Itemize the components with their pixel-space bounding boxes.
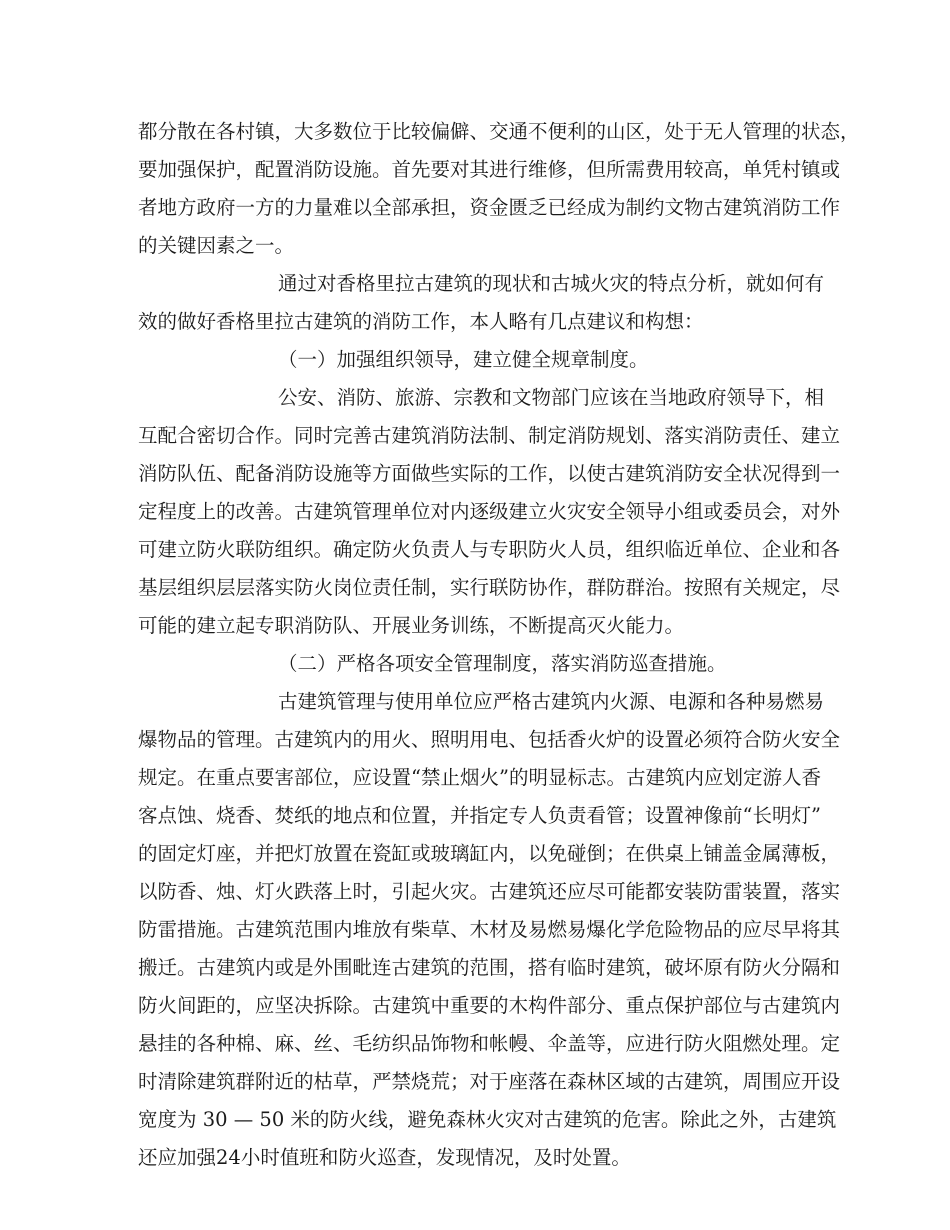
paragraph-line: 防火间距的，应坚决拆除。古建筑中重要的木构件部分、重点保护部位与古建筑内	[138, 994, 841, 1017]
paragraph-line: 还应加强24小时值班和防火巡查，发现情况，及时处置。	[138, 1146, 631, 1169]
paragraph-line: 通过对香格里拉古建筑的现状和古城火灾的特点分析，就如何有	[278, 272, 825, 295]
paragraph-line: 客点蚀、烧香、焚纸的地点和位置，并指定专人负责看管；设置神像前“长明灯”	[138, 804, 821, 827]
paragraph-line: 可建立防火联防组织。确定防火负责人与专职防火人员，组织临近单位、企业和各	[138, 538, 841, 561]
paragraph-line: 防雷措施。古建筑范围内堆放有柴草、木材及易燃易爆化学危险物品的应尽早将其	[138, 918, 841, 941]
paragraph-line: 公安、消防、旅游、宗教和文物部门应该在当地政府领导下，相	[278, 386, 825, 409]
paragraph-line: 要加强保护，配置消防设施。首先要对其进行维修，但所需费用较高，单凭村镇或	[138, 158, 841, 181]
paragraph-line: 搬迁。古建筑内或是外围毗连古建筑的范围，搭有临时建筑，破坏原有防火分隔和	[138, 956, 841, 979]
paragraph-line: 宽度为 30 — 50 米的防火线，避免森林火灾对古建筑的危害。除此之外，古建筑	[138, 1108, 837, 1131]
section-heading-2: （二）严格各项安全管理制度，落实消防巡查措施。	[278, 652, 727, 675]
paragraph-line: 效的做好香格里拉古建筑的消防工作，本人略有几点建议和构想：	[138, 310, 704, 333]
paragraph-line: 者地方政府一方的力量难以全部承担，资金匮乏已经成为制约文物古建筑消防工作	[138, 196, 841, 219]
paragraph-line: 的关键因素之一。	[138, 234, 295, 257]
paragraph-line: 以防香、烛、灯火跌落上时，引起火灾。古建筑还应尽可能都安装防雷装置，落实	[138, 880, 841, 903]
paragraph-line: 规定。在重点要害部位，应设置“禁止烟火”的明显标志。古建筑内应划定游人香	[138, 766, 821, 789]
paragraph-line: 定程度上的改善。古建筑管理单位对内逐级建立火灾安全领导小组或委员会，对外	[138, 500, 841, 523]
paragraph-line: 的固定灯座，并把灯放置在瓷缸或玻璃缸内，以免碰倒；在供桌上铺盖金属薄板，	[138, 842, 841, 865]
paragraph-line: 时清除建筑群附近的枯草，严禁烧荒；对于座落在森林区域的古建筑，周围应开设	[138, 1070, 841, 1093]
paragraph-line: 基层组织层层落实防火岗位责任制，实行联防协作，群防群治。按照有关规定，尽	[138, 576, 841, 599]
paragraph-line: 悬挂的各种棉、麻、丝、毛纺织品饰物和帐幔、伞盖等，应进行防火阻燃处理。定	[138, 1032, 841, 1055]
paragraph-line: 爆物品的管理。古建筑内的用火、照明用电、包括香火炉的设置必须符合防火安全	[138, 728, 841, 751]
paragraph-line: 可能的建立起专职消防队、开展业务训练，不断提高灭火能力。	[138, 614, 685, 637]
paragraph-line: 古建筑管理与使用单位应严格古建筑内火源、电源和各种易燃易	[278, 690, 825, 713]
section-heading-1: （一）加强组织领导，建立健全规章制度。	[278, 348, 649, 371]
paragraph-line: 互配合密切合作。同时完善古建筑消防法制、制定消防规划、落实消防责任、建立	[138, 424, 841, 447]
paragraph-line: 消防队伍、配备消防设施等方面做些实际的工作，以使古建筑消防安全状况得到一	[138, 462, 841, 485]
paragraph-line: 都分散在各村镇，大多数位于比较偏僻、交通不便利的山区，处于无人管理的状态，	[138, 120, 860, 143]
